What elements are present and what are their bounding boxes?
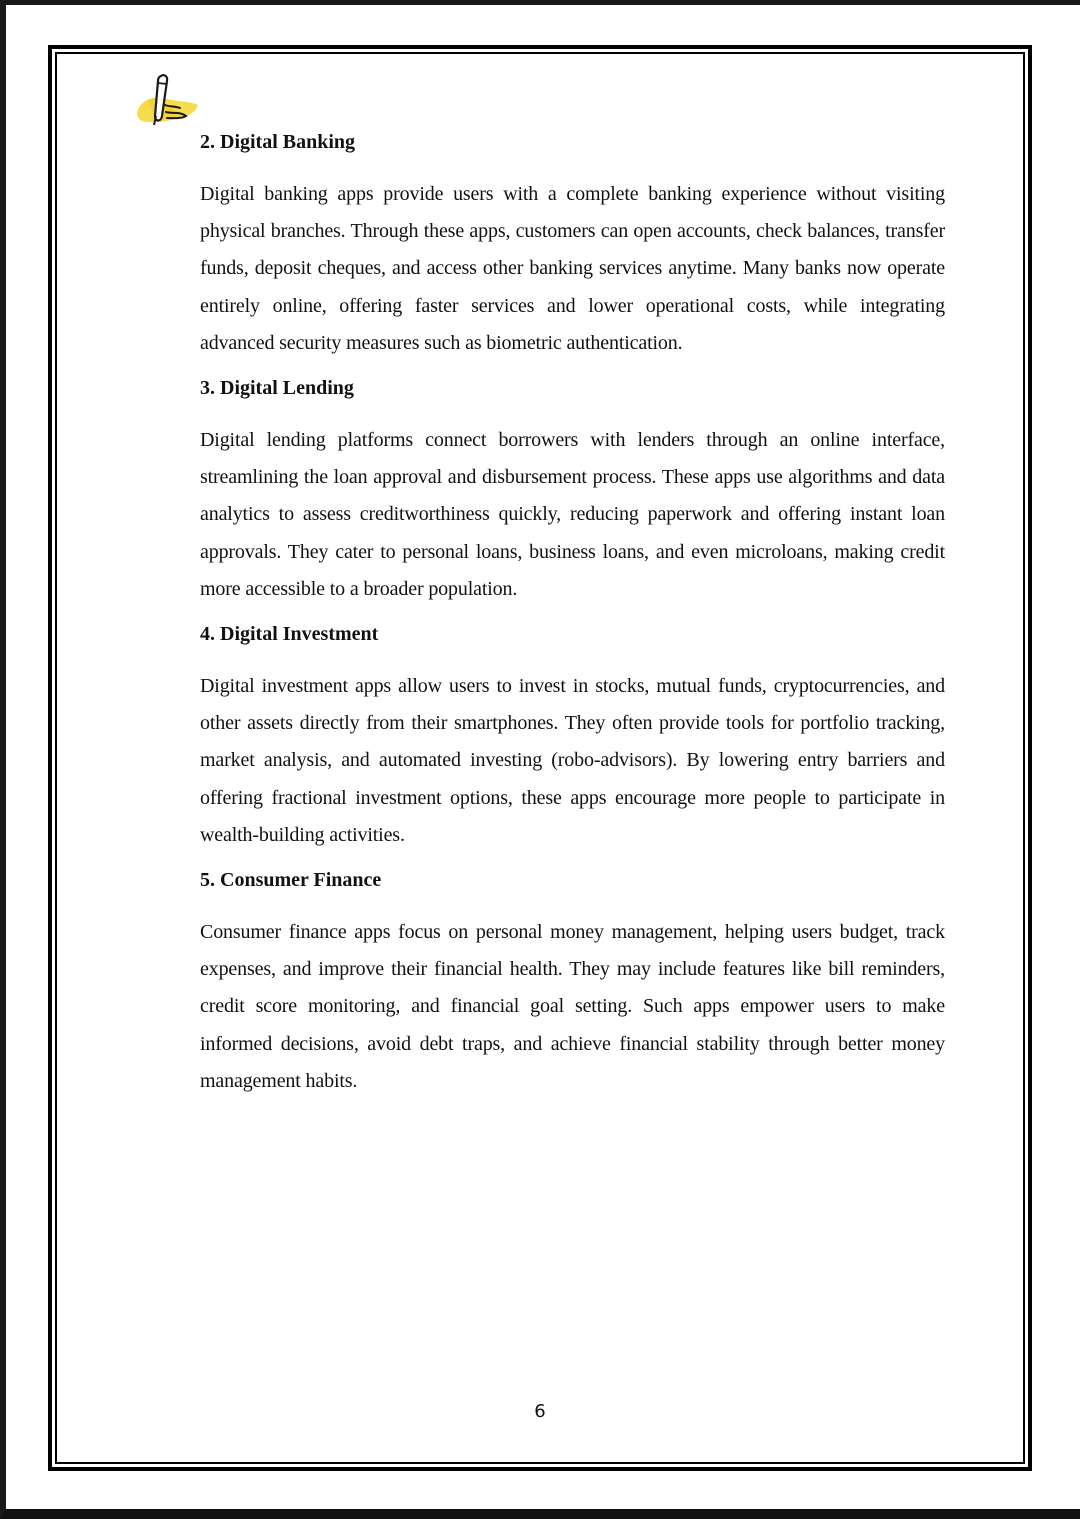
section-digital-investment (200, 620, 945, 854)
section-paragraph: Digital lending platforms connect borrowers with lenders through an online interface, streamlining the loan approval and disbursement process. These apps use algorithms and data analytics to assess creditworthiness quickly, reducing paperwork and offering instant loan approvals. They cater to personal loans, business loans, and even microloans, making credit more accessible to a broader population. (200, 429, 945, 600)
section-heading: 3. Digital Lending (200, 377, 354, 400)
section-heading: 5. Consumer Finance (200, 869, 382, 892)
section-paragraph: Consumer finance apps focus on personal money management, helping users budget, track expenses, and improve their financial health. They may include features like bill reminders, credit score monitoring, and financial goal setting. Such apps empower users to make informed decisions, avoid debt traps, and achieve financial stability through better money management habits. (200, 921, 945, 1092)
section-consumer-finance (200, 866, 945, 1100)
section-heading: 2. Digital Banking (200, 131, 356, 153)
section-paragraph: Digital banking apps provide users with a complete banking experience without visiting physical branches. Through these apps, customers can open accounts, check balances, transfer funds, deposit cheques, and access other banking services anytime. Many banks now operate entirely online, offering faster services and lower operational costs, while integrating advanced security measures such as biometric authentication. (200, 183, 945, 354)
section-heading: 4. Digital Investment (200, 623, 379, 646)
section-digital-lending (200, 374, 945, 608)
section-digital-banking (200, 128, 945, 362)
page-number: 6 (534, 1401, 546, 1422)
section-paragraph: Digital investment apps allow users to invest in stocks, mutual funds, cryptocurrencies, and other assets directly from their smartphones. They often provide tools for portfolio tracking, market analysis, and automated investing (robo-advisors). By lowering entry barriers and offering fractional investment options, these apps encourage more people to participate in wealth-building activities. (200, 675, 945, 846)
main-content (200, 128, 945, 1112)
pen-highlight-icon (134, 72, 202, 132)
